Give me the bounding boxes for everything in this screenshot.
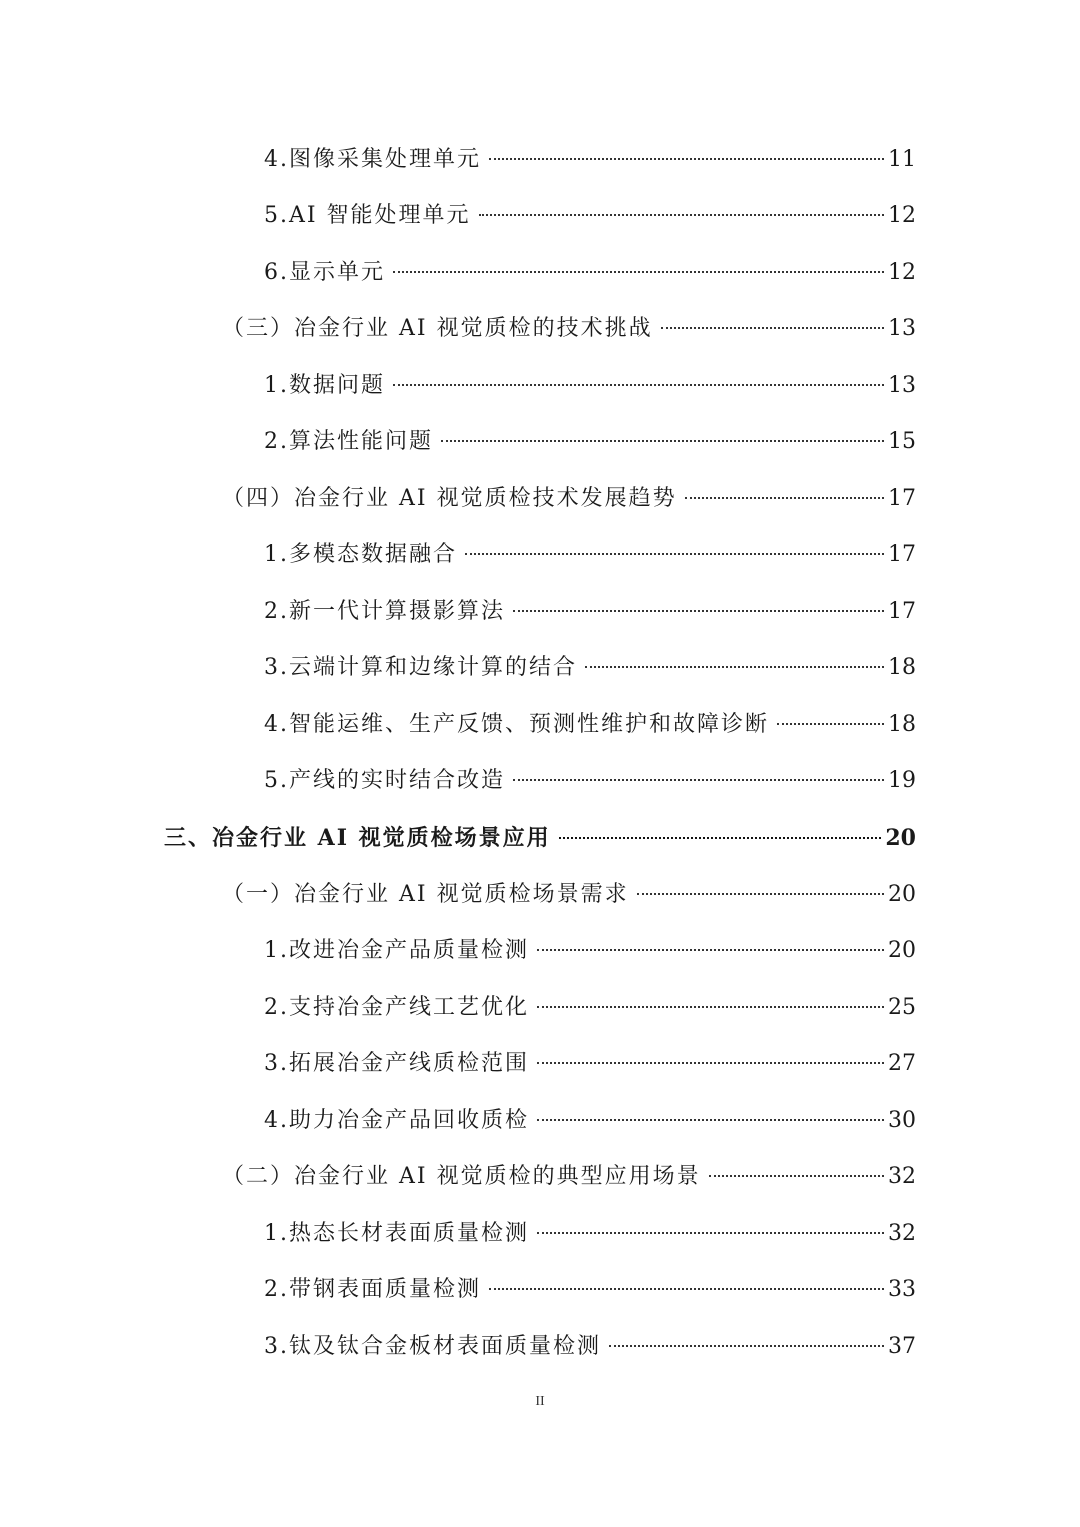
toc-entry-label: 2.支持冶金产线工艺优化 [264,995,529,1020]
toc-entry-label: 2.新一代计算摄影算法 [264,599,505,624]
dot-leader [393,270,884,273]
toc-entry-page: 20 [888,882,916,907]
dot-leader [489,157,884,160]
toc-entry-page: 37 [888,1334,916,1359]
page-number: II [535,1394,545,1409]
dot-leader [537,1005,884,1008]
toc-entry[interactable] [264,592,916,632]
toc-entry[interactable] [264,705,916,745]
toc-entry[interactable] [264,1101,916,1141]
dot-leader [513,609,884,612]
dot-leader [513,778,884,781]
toc-entry-page: 17 [888,599,916,624]
toc-entry-page: 15 [888,429,916,454]
dot-leader [393,383,884,386]
toc-entry-page: 20 [885,825,916,851]
toc-entry-label: 4.智能运维、生产反馈、预测性维护和故障诊断 [264,712,769,737]
toc-entry[interactable] [264,1327,916,1367]
toc-entry-page: 11 [888,147,916,172]
toc-entry-label: 6.显示单元 [264,260,385,285]
toc-entry-label: 5.AI 智能处理单元 [264,203,471,228]
toc-entry[interactable] [264,761,916,801]
dot-leader [465,552,884,555]
toc-entry[interactable] [264,196,916,236]
dot-leader [777,722,884,725]
toc-entry[interactable] [264,931,916,971]
toc-entry-page: 19 [888,768,916,793]
toc-entry[interactable] [264,648,916,688]
dot-leader [489,1287,884,1290]
toc-entry-label: （三）冶金行业 AI 视觉质检的技术挑战 [222,316,653,341]
toc-entry[interactable] [264,1270,916,1310]
toc-entry[interactable] [222,875,916,915]
toc-entry-page: 33 [888,1277,916,1302]
toc-entry-label: 3.云端计算和边缘计算的结合 [264,655,577,680]
dot-leader [661,326,884,329]
dot-leader [537,1118,884,1121]
toc-entry-page: 25 [888,995,916,1020]
toc-entry-label: 1.多模态数据融合 [264,542,457,567]
dot-leader [685,496,884,499]
toc-entry-page: 27 [888,1051,916,1076]
dot-leader [637,892,884,895]
toc-entry-page: 18 [888,712,916,737]
toc-entry[interactable] [264,140,916,180]
toc-entry-page: 13 [888,373,916,398]
toc-entry-page: 32 [888,1164,916,1189]
toc-entry-page: 12 [888,260,916,285]
toc-entry[interactable] [264,366,916,406]
dot-leader [479,213,884,216]
toc-entry-page: 13 [888,316,916,341]
dot-leader [441,439,884,442]
toc-entry-label: 3.钛及钛合金板材表面质量检测 [264,1334,601,1359]
dot-leader [609,1344,884,1347]
toc-entry-page: 20 [888,938,916,963]
dot-leader [537,948,884,951]
dot-leader [537,1061,884,1064]
toc-entry[interactable] [264,988,916,1028]
toc-entry-label: 4.图像采集处理单元 [264,147,481,172]
toc-entry-label: （一）冶金行业 AI 视觉质检场景需求 [222,882,629,907]
toc-entry-label: 3.拓展冶金产线质检范围 [264,1051,529,1076]
toc-entry-label: （二）冶金行业 AI 视觉质检的典型应用场景 [222,1164,701,1189]
toc-entry-page: 32 [888,1221,916,1246]
toc-entry[interactable] [222,1157,916,1197]
toc-entry-label: 2.算法性能问题 [264,429,433,454]
toc-entry-page: 18 [888,655,916,680]
toc-entry[interactable] [264,1044,916,1084]
toc-entry-page: 12 [888,203,916,228]
toc-entry-page: 30 [888,1108,916,1133]
toc-entry-label: 1.热态长材表面质量检测 [264,1221,529,1246]
toc-entry-label: 三、冶金行业 AI 视觉质检场景应用 [164,825,551,851]
toc-entry[interactable] [264,422,916,462]
dot-leader [585,665,884,668]
toc-entry-label: 4.助力冶金产品回收质检 [264,1108,529,1133]
toc-entry[interactable] [264,1214,916,1254]
toc-entry[interactable] [264,253,916,293]
dot-leader [559,836,882,839]
toc-entry-label: 5.产线的实时结合改造 [264,768,505,793]
toc-entry-label: 1.改进冶金产品质量检测 [264,938,529,963]
toc-entry[interactable] [222,479,916,519]
toc-entry-page: 17 [888,542,916,567]
dot-leader [709,1174,884,1177]
dot-leader [537,1231,884,1234]
toc-entry-label: 1.数据问题 [264,373,385,398]
toc-entry-page: 17 [888,486,916,511]
toc-entry-chapter[interactable] [164,818,916,858]
toc-entry-label: 2.带钢表面质量检测 [264,1277,481,1302]
toc-entry[interactable] [264,535,916,575]
toc-entry-label: （四）冶金行业 AI 视觉质检技术发展趋势 [222,486,677,511]
toc-entry[interactable] [222,309,916,349]
